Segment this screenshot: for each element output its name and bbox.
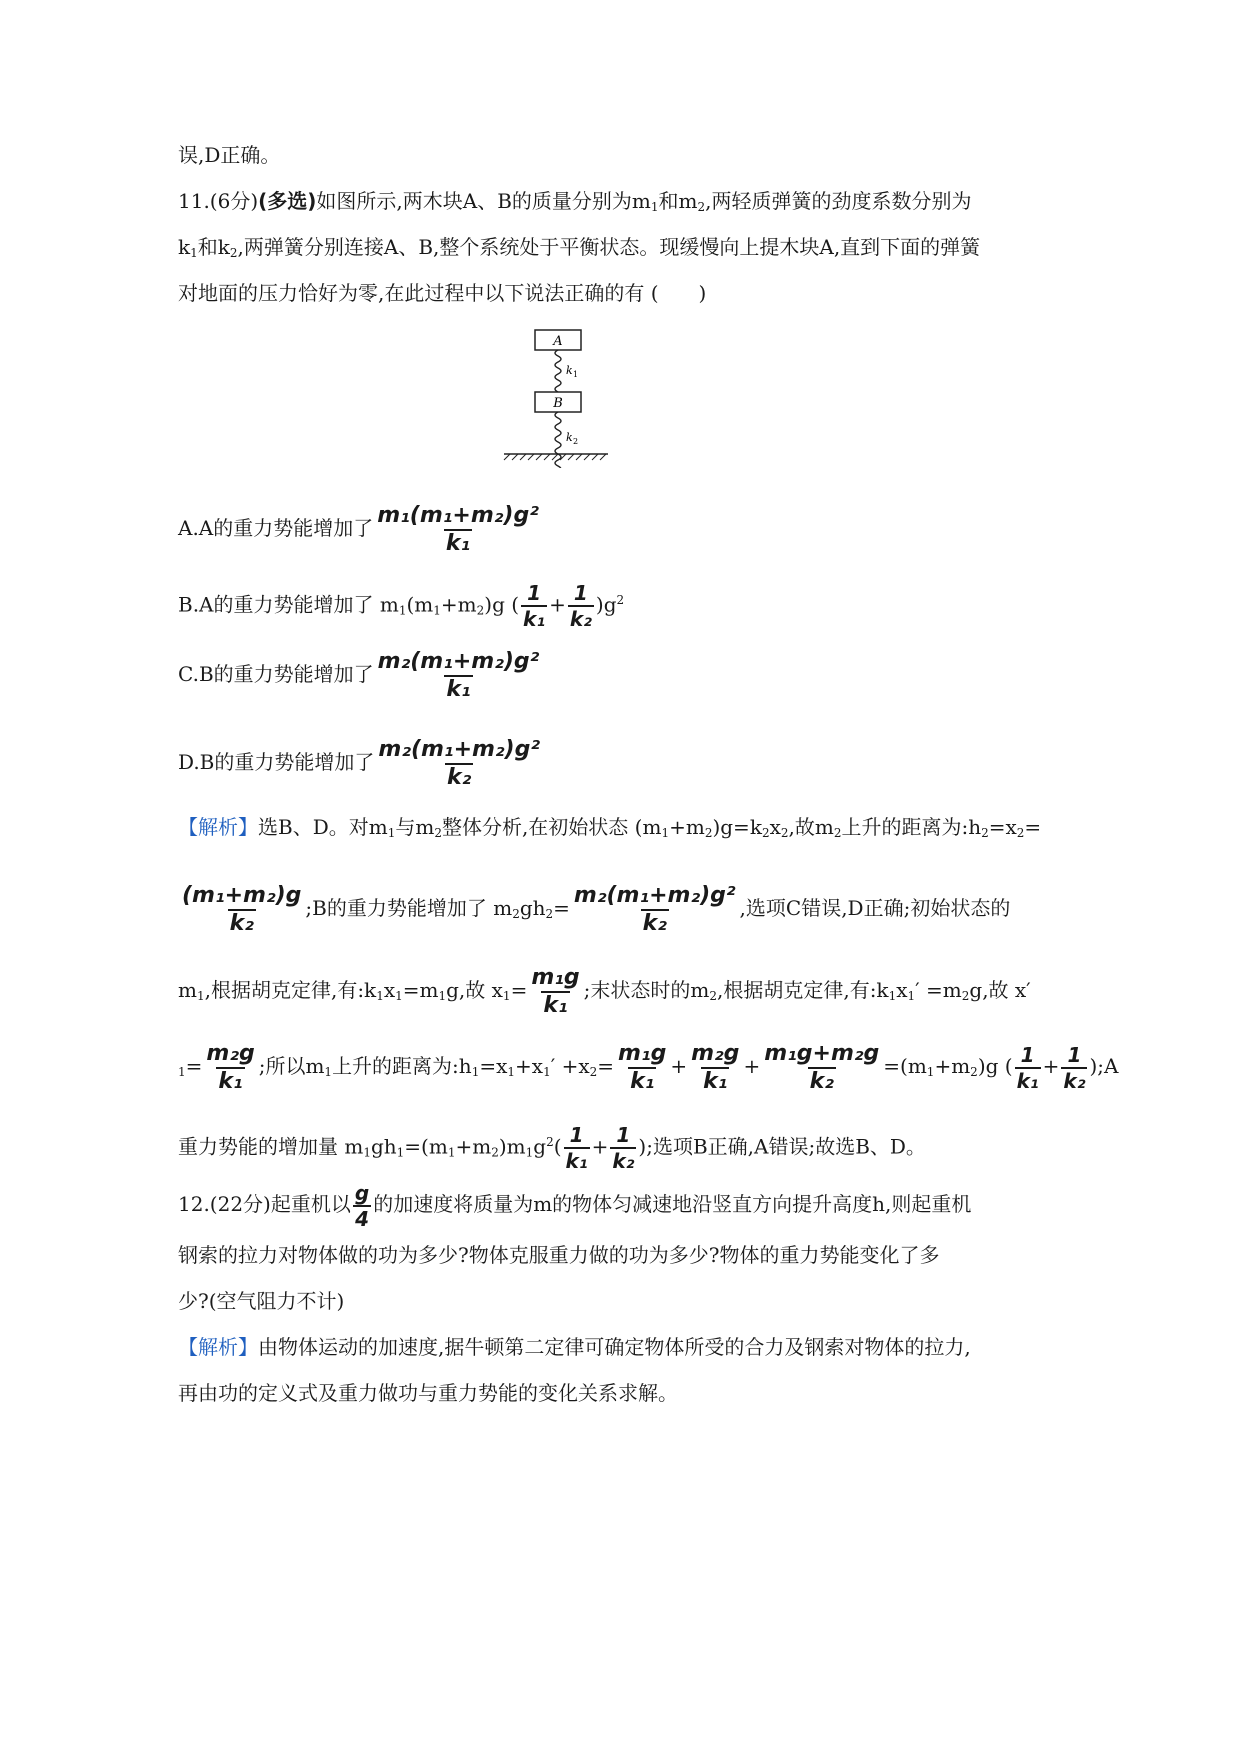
text: gh xyxy=(370,1134,397,1159)
text: ,根据胡克定律,有:k xyxy=(204,978,377,1002)
text: x xyxy=(769,815,781,839)
option-a[interactable] xyxy=(178,500,543,557)
subscript: 2 xyxy=(709,989,717,1003)
subscript: 2 xyxy=(573,437,579,446)
denominator: k₁ xyxy=(543,992,568,1018)
option-d[interactable] xyxy=(178,734,544,791)
subscript: 1 xyxy=(926,1065,935,1079)
numerator: m₂(m₁+m₂)g² xyxy=(573,882,736,908)
denominator: k₂ xyxy=(642,910,667,936)
multi-select-tag: (多选) xyxy=(258,189,317,213)
text: = xyxy=(553,896,570,920)
text: )m xyxy=(498,1134,526,1159)
denominator: k₂ xyxy=(1063,1068,1086,1093)
subscript: 1 xyxy=(395,989,403,1003)
subscript: 1 xyxy=(433,603,441,618)
subscript: 1 xyxy=(525,1145,534,1160)
text: 与m xyxy=(395,815,435,839)
spring-k1 xyxy=(555,350,561,392)
text: ,根据胡克定律,有:k xyxy=(716,978,889,1002)
subscript: 2 xyxy=(434,826,442,840)
text: +m xyxy=(440,592,477,617)
subscript: 1 xyxy=(398,603,407,618)
text: = xyxy=(1024,815,1042,839)
text: ,选项C错误,D正确;初始状态的 xyxy=(739,896,1011,920)
text: ;B的重力势能增加了 m xyxy=(305,896,513,920)
subscript: 1 xyxy=(650,200,659,214)
text: 上升的距离为:h xyxy=(841,815,982,839)
subscript: 1 xyxy=(376,989,384,1003)
subscript: 2 xyxy=(512,907,520,921)
text: =(m xyxy=(883,1054,927,1078)
numerator: 1 xyxy=(616,1123,631,1148)
denominator: k₁ xyxy=(445,530,471,556)
text: 12.(22分)起重机以 xyxy=(178,1192,351,1216)
fraction xyxy=(564,1123,590,1173)
subscript: 2 xyxy=(833,826,842,840)
text: 上升的距离为:h xyxy=(332,1054,472,1078)
text: g,故 x xyxy=(446,978,503,1002)
text: x xyxy=(383,978,396,1002)
denominator: k₁ xyxy=(218,1068,243,1094)
text: 如图所示,两木块A、B的质量分别为m xyxy=(316,189,651,213)
text: 和m xyxy=(658,189,698,213)
fraction xyxy=(616,1041,668,1095)
numerator: (m₁+m₂)g xyxy=(182,882,302,908)
analysis-line-4 xyxy=(178,1038,1118,1100)
option-a-text: A.A的重力势能增加了 xyxy=(178,516,374,540)
option-c-text: C.B的重力势能增加了 xyxy=(178,662,374,686)
fraction xyxy=(529,965,581,1019)
fraction xyxy=(375,503,541,557)
text: 钢索的拉力对物体做的功为多少?物体克服重力做的功为多少?物体的重力势能变化了多 xyxy=(178,1243,940,1267)
spring-k2-label: k xyxy=(566,431,573,444)
fraction xyxy=(376,737,542,791)
subscript: 1 xyxy=(363,1145,371,1160)
text: ′ =m xyxy=(915,978,962,1002)
text: +m xyxy=(455,1134,492,1159)
question-11-line-3 xyxy=(178,278,706,308)
fraction xyxy=(376,649,542,703)
numerator: 1 xyxy=(573,581,588,606)
text: )g ( xyxy=(977,1054,1013,1078)
text: 对地面的压力恰好为零,在此过程中以下说法正确的有 ( ) xyxy=(178,281,707,305)
fraction xyxy=(521,581,547,631)
superscript: 2 xyxy=(546,1135,554,1149)
subscript: 2 xyxy=(761,826,770,840)
text: +m xyxy=(934,1054,971,1078)
text: ;末状态时的m xyxy=(583,978,710,1002)
denominator: k₁ xyxy=(630,1068,655,1094)
text: ,故m xyxy=(788,815,834,839)
text: );A xyxy=(1089,1054,1119,1078)
text: 由物体运动的加速度,据牛顿第二定律可确定物体所受的合力及钢索对物体的拉力, xyxy=(258,1335,971,1359)
fraction xyxy=(610,1123,636,1173)
denominator: k₁ xyxy=(523,607,546,632)
subscript: 1 xyxy=(507,1065,516,1079)
numerator: 1 xyxy=(1020,1042,1035,1067)
text: =x xyxy=(479,1054,508,1078)
text: (m xyxy=(406,592,434,617)
option-b[interactable]: B.A的重力势能增加了 $m_1(m_1+m_2)g$ ( $\frac{1}{\text{k₁}}$ + $\frac{1}{\text{k₂}}$ )$g^2$ xyxy=(178,581,625,632)
text: )g=k xyxy=(712,815,762,839)
denominator: k₂ xyxy=(809,1068,834,1094)
fraction xyxy=(568,581,594,631)
subscript: 1 xyxy=(888,989,897,1003)
subscript: 1 xyxy=(907,989,916,1003)
subscript: 1 xyxy=(396,1145,405,1160)
subscript: 2 xyxy=(697,200,706,214)
text: ,两轻质弹簧的劲度系数分别为 xyxy=(705,189,972,213)
numerator: 1 xyxy=(1067,1042,1082,1067)
text: ;所以m xyxy=(258,1054,325,1078)
fraction xyxy=(180,883,303,937)
text: + xyxy=(743,1054,761,1078)
subscript: 2 xyxy=(545,907,554,921)
fraction xyxy=(204,1041,256,1095)
numerator: m₁g xyxy=(531,964,580,990)
subscript: 2 xyxy=(491,1145,499,1160)
text: = xyxy=(510,978,528,1002)
subscript: 1 xyxy=(661,826,670,840)
denominator: k₂ xyxy=(447,764,472,790)
text: =m xyxy=(402,978,439,1002)
subscript: 2 xyxy=(476,603,485,618)
fraction xyxy=(353,1181,371,1231)
text: 误,D正确。 xyxy=(178,143,281,167)
option-c[interactable] xyxy=(178,646,543,703)
question-11-line-2 xyxy=(178,232,980,268)
denominator: k₁ xyxy=(703,1068,728,1094)
subscript: 1 xyxy=(324,1065,333,1079)
text: = xyxy=(185,1054,203,1078)
text: gh xyxy=(519,896,546,920)
denominator: k₂ xyxy=(612,1149,635,1174)
subscript: 1 xyxy=(447,1145,456,1160)
subscript: 1 xyxy=(438,989,447,1003)
text: + xyxy=(1042,1054,1060,1078)
block-a-label: A xyxy=(553,334,563,349)
analysis-line-2 xyxy=(178,880,1010,942)
question-12-line-1 xyxy=(178,1176,971,1232)
denominator: k₁ xyxy=(565,1149,588,1174)
subscript: 2 xyxy=(981,826,989,840)
numerator: m₂g xyxy=(206,1040,255,1066)
fraction xyxy=(1061,1043,1087,1093)
text: 的加速度将质量为m的物体匀减速地沿竖直方向提升高度h,则起重机 xyxy=(373,1192,972,1216)
analysis-line-1 xyxy=(178,812,1041,848)
ground-hatch xyxy=(504,454,606,460)
analysis-12-line-2 xyxy=(178,1378,678,1408)
denominator: k₁ xyxy=(446,676,471,702)
spring-block-figure xyxy=(500,328,620,468)
analysis-tag: 【解析】 xyxy=(178,815,258,839)
denominator: 4 xyxy=(355,1206,369,1231)
numerator: 1 xyxy=(527,581,542,606)
numerator: m₂g xyxy=(691,1040,740,1066)
denominator: k₁ xyxy=(1016,1068,1039,1093)
subscript: 1 xyxy=(543,1065,551,1079)
block-b-label: B xyxy=(553,396,563,411)
text: = xyxy=(597,1054,615,1078)
subscript: 2 xyxy=(589,1065,598,1079)
question-12-line-2 xyxy=(178,1240,939,1270)
text: 选B、D。对m xyxy=(258,815,388,839)
subscript: 1 xyxy=(178,1065,186,1079)
numerator: m₁(m₁+m₂)g² xyxy=(377,502,539,528)
subscript: 1 xyxy=(573,370,579,379)
text: 整体分析,在初始状态 (m xyxy=(441,815,662,839)
numerator: m₂(m₁+m₂)g² xyxy=(377,648,540,674)
text: 和k xyxy=(197,235,230,259)
text: =x xyxy=(988,815,1017,839)
text: g,故 x′ xyxy=(969,978,1031,1002)
numerator: g xyxy=(354,1180,370,1205)
text: m xyxy=(178,978,197,1002)
text: 重力势能的增加量 m xyxy=(178,1134,364,1159)
subscript: 1 xyxy=(387,826,396,840)
text: 再由功的定义式及重力做功与重力势能的变化关系求解。 xyxy=(178,1381,678,1405)
text: +x xyxy=(515,1054,544,1078)
fraction xyxy=(572,883,738,937)
text: + xyxy=(670,1054,688,1078)
subscript: 2 xyxy=(780,826,789,840)
text: + xyxy=(549,592,566,617)
text: ( xyxy=(553,1134,562,1159)
subscript: 2 xyxy=(961,989,970,1003)
denominator: k₂ xyxy=(229,910,254,936)
analysis-tag: 【解析】 xyxy=(178,1335,258,1359)
subscript: 1 xyxy=(502,989,511,1003)
superscript: 2 xyxy=(616,593,625,607)
text: ′ +x xyxy=(550,1054,590,1078)
text: x xyxy=(896,978,908,1002)
text-line xyxy=(178,140,280,170)
fraction xyxy=(1015,1043,1041,1093)
analysis-12-line-1 xyxy=(178,1332,971,1362)
subscript: 2 xyxy=(704,826,713,840)
subscript: 1 xyxy=(471,1065,480,1079)
subscript: 2 xyxy=(229,246,238,260)
numerator: m₂(m₁+m₂)g² xyxy=(378,736,540,762)
subscript: 1 xyxy=(190,246,198,260)
denominator: k₂ xyxy=(569,607,592,632)
question-number: 11.(6分) xyxy=(178,189,259,213)
text: )g ( xyxy=(484,592,520,617)
text: );选项B正确,A错误;故选B、D。 xyxy=(638,1134,926,1159)
text: ,两弹簧分别连接A、B,整个系统处于平衡状态。现缓慢向上提木块A,直到下面的弹簧 xyxy=(237,235,981,259)
text: + xyxy=(591,1134,609,1159)
analysis-line-5 xyxy=(178,1114,926,1181)
subscript: 2 xyxy=(1016,826,1025,840)
text: k xyxy=(178,235,191,259)
numerator: m₁g xyxy=(618,1040,667,1066)
numerator: 1 xyxy=(569,1123,584,1148)
subscript: 2 xyxy=(970,1065,978,1079)
option-b-text: B.A的重力势能增加了 m xyxy=(178,592,399,617)
analysis-line-3 xyxy=(178,962,1031,1024)
text: g xyxy=(533,1134,547,1159)
subscript: 1 xyxy=(196,989,205,1003)
spring-k1-label: k xyxy=(566,364,573,377)
option-d-text: D.B的重力势能增加了 xyxy=(178,750,375,774)
text: +m xyxy=(669,815,705,839)
numerator: m₁g+m₂g xyxy=(764,1040,880,1066)
fraction xyxy=(762,1041,881,1095)
fraction xyxy=(689,1041,741,1095)
question-12-line-3 xyxy=(178,1286,344,1316)
text: =(m xyxy=(404,1134,448,1159)
text: 少?(空气阻力不计) xyxy=(178,1289,345,1313)
question-11-line-1 xyxy=(178,186,972,222)
